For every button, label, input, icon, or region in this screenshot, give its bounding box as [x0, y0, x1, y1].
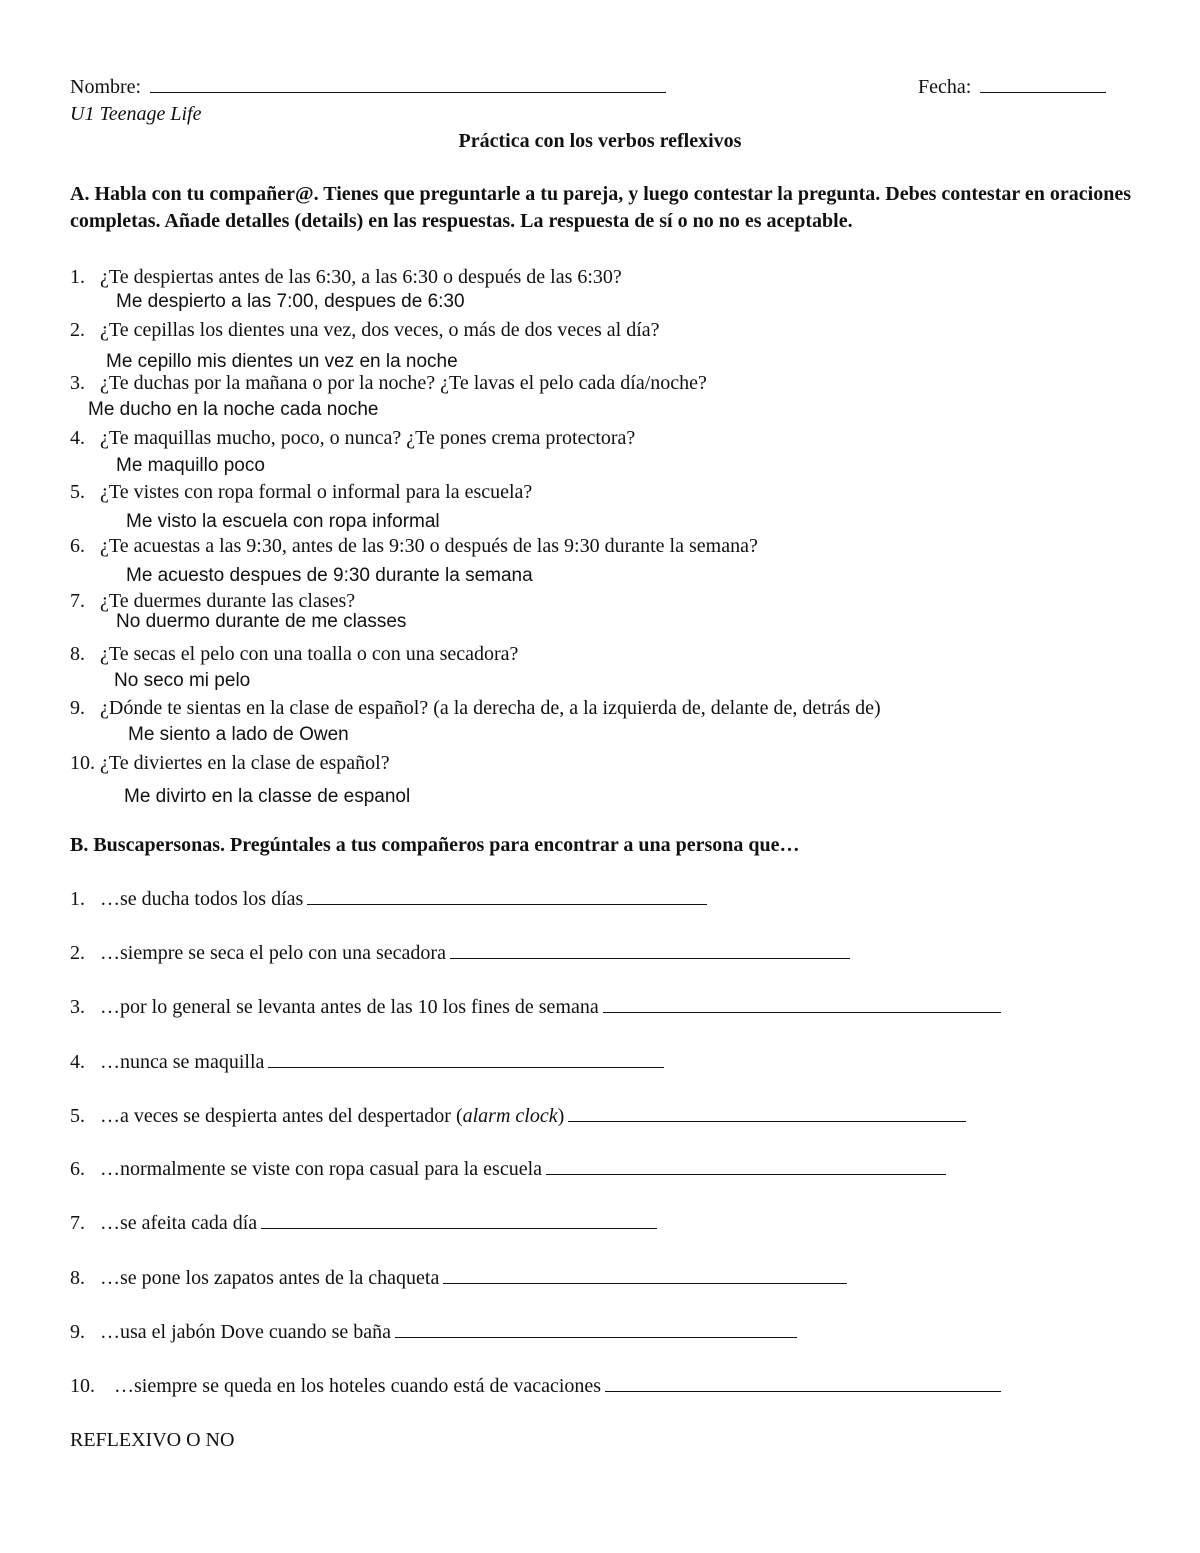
name-label: Nombre:: [70, 76, 142, 98]
answer-blank[interactable]: [395, 1321, 797, 1338]
unit-label: U1 Teenage Life: [70, 103, 202, 125]
answer-3: Me ducho en la noche cada noche: [88, 399, 379, 420]
question-10: 10. ¿Te diviertes en la clase de español?: [70, 752, 390, 774]
answer-blank[interactable]: [443, 1267, 847, 1284]
section-b-title: B. Buscapersonas. Pregúntales a tus compañeros para encontrar a una persona que…: [70, 834, 800, 856]
search-item-10: 10. …siempre se queda en los hoteles cuando está de vacaciones: [70, 1374, 1001, 1398]
answer-8: No seco mi pelo: [114, 670, 251, 691]
date-label: Fecha:: [918, 76, 972, 98]
answer-blank[interactable]: [450, 942, 850, 959]
answer-blank[interactable]: [605, 1375, 1001, 1392]
question-8: 8. ¿Te secas el pelo con una toalla o con una secadora?: [70, 643, 519, 665]
answer-9: Me siento a lado de Owen: [128, 724, 349, 745]
question-4: 4. ¿Te maquillas mucho, poco, o nunca? ¿Te pones crema protectora?: [70, 427, 636, 449]
search-item-1: 1. …se ducha todos los días: [70, 887, 707, 911]
question-6: 6. ¿Te acuestas a las 9:30, antes de las 9:30 o después de las 9:30 durante la semana?: [70, 535, 758, 557]
answer-blank[interactable]: [307, 888, 707, 905]
page-title: Práctica con los verbos reflexivos: [458, 130, 742, 152]
name-blank[interactable]: [150, 76, 666, 93]
answer-7: No duermo durante de me classes: [116, 611, 407, 632]
question-7: 7. ¿Te duermes durante las clases?: [70, 590, 356, 612]
search-item-6: 6. …normalmente se viste con ropa casual para la escuela: [70, 1157, 946, 1181]
search-item-8: 8. …se pone los zapatos antes de la chaqueta: [70, 1266, 847, 1290]
date-field[interactable]: [918, 75, 1106, 99]
answer-6: Me acuesto despues de 9:30 durante la semana: [126, 565, 533, 586]
name-field[interactable]: [70, 75, 666, 99]
search-item-3: 3. …por lo general se levanta antes de las 10 los fines de semana: [70, 995, 1001, 1019]
search-item-4: 4. …nunca se maquilla: [70, 1050, 664, 1074]
section-a-instructions: A. Habla con tu compañer@. Tienes que preguntarle a tu pareja, y luego contestar la pregunta. Debes contestar en oraciones completas. Añade detalles (details) en las respuestas. La respuesta de sí o no no es aceptable.: [70, 183, 1131, 232]
search-item-7: 7. …se afeita cada día: [70, 1211, 657, 1235]
answer-blank[interactable]: [603, 996, 1001, 1013]
question-3: 3. ¿Te duchas por la mañana o por la noche? ¿Te lavas el pelo cada día/noche?: [70, 372, 707, 394]
date-blank[interactable]: [980, 76, 1106, 93]
answer-1: Me despierto a las 7:00, despues de 6:30: [116, 291, 465, 312]
answer-blank[interactable]: [568, 1105, 966, 1122]
question-5: 5. ¿Te vistes con ropa formal o informal para la escuela?: [70, 481, 533, 503]
answer-blank[interactable]: [261, 1212, 657, 1229]
search-item-2: 2. …siempre se seca el pelo con una secadora: [70, 941, 850, 965]
question-1: 1. ¿Te despiertas antes de las 6:30, a las 6:30 o después de las 6:30?: [70, 266, 622, 288]
answer-4: Me maquillo poco: [116, 455, 265, 476]
search-item-5: 5. …a veces se despierta antes del despertador (alarm clock): [70, 1104, 966, 1128]
answer-blank[interactable]: [546, 1158, 946, 1175]
question-2: 2. ¿Te cepillas los dientes una vez, dos veces, o más de dos veces al día?: [70, 319, 660, 341]
answer-5: Me visto la escuela con ropa informal: [126, 511, 440, 532]
answer-blank[interactable]: [268, 1051, 664, 1068]
answer-2: Me cepillo mis dientes un vez en la noche: [106, 351, 458, 372]
question-9: 9. ¿Dónde te sientas en la clase de español? (a la derecha de, a la izquierda de, delante de, detrás de): [70, 697, 881, 719]
search-item-9: 9. …usa el jabón Dove cuando se baña: [70, 1320, 797, 1344]
footer-label: REFLEXIVO O NO: [70, 1429, 235, 1451]
answer-10: Me divirto en la classe de espanol: [124, 786, 411, 807]
